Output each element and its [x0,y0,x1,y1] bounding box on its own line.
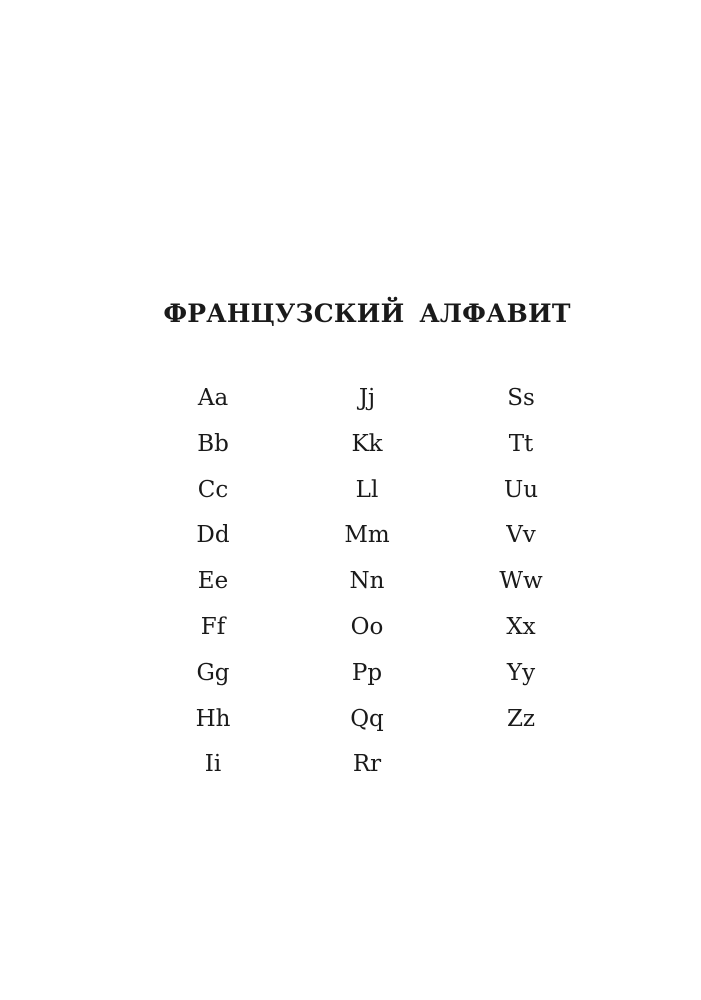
letter-pair: Ee [197,568,229,595]
letter-pair: Mm [344,522,390,549]
letter-pair: Cc [197,476,229,503]
letter-pair: Vv [506,522,536,549]
letter-pair: Nn [349,568,385,595]
letter-pair: Ff [200,613,226,640]
letter-pair: Ll [355,476,379,503]
letter-pair: Yy [506,659,536,686]
letter-pair: Rr [352,751,382,778]
letter-pair: Oo [350,613,384,640]
letter-pair: Dd [196,522,230,549]
letter-pair: Bb [197,430,229,457]
page-title: ФРАНЦУЗСКИЙ АЛФАВИТ [163,299,571,328]
letter-pair: Jj [358,385,376,411]
alphabet-column-2 [307,380,427,792]
letter-pair: Zz [506,705,536,732]
letter-pair: Ww [499,568,543,595]
letter-pair: Ii [204,751,222,778]
letter-pair: Ss [507,385,535,411]
alphabet-column-1 [153,380,273,792]
letter-pair: Tt [508,430,534,457]
letter-pair: Gg [196,659,230,686]
alphabet-column-3 [461,380,581,746]
letter-pair: Aa [197,385,229,411]
letter-pair: Kk [351,430,383,457]
letter-pair: Xx [506,613,536,640]
letter-pair: Pp [351,659,383,686]
letter-pair: Uu [503,476,539,503]
letter-pair: Hh [195,705,231,732]
letter-pair: Qq [350,705,384,732]
